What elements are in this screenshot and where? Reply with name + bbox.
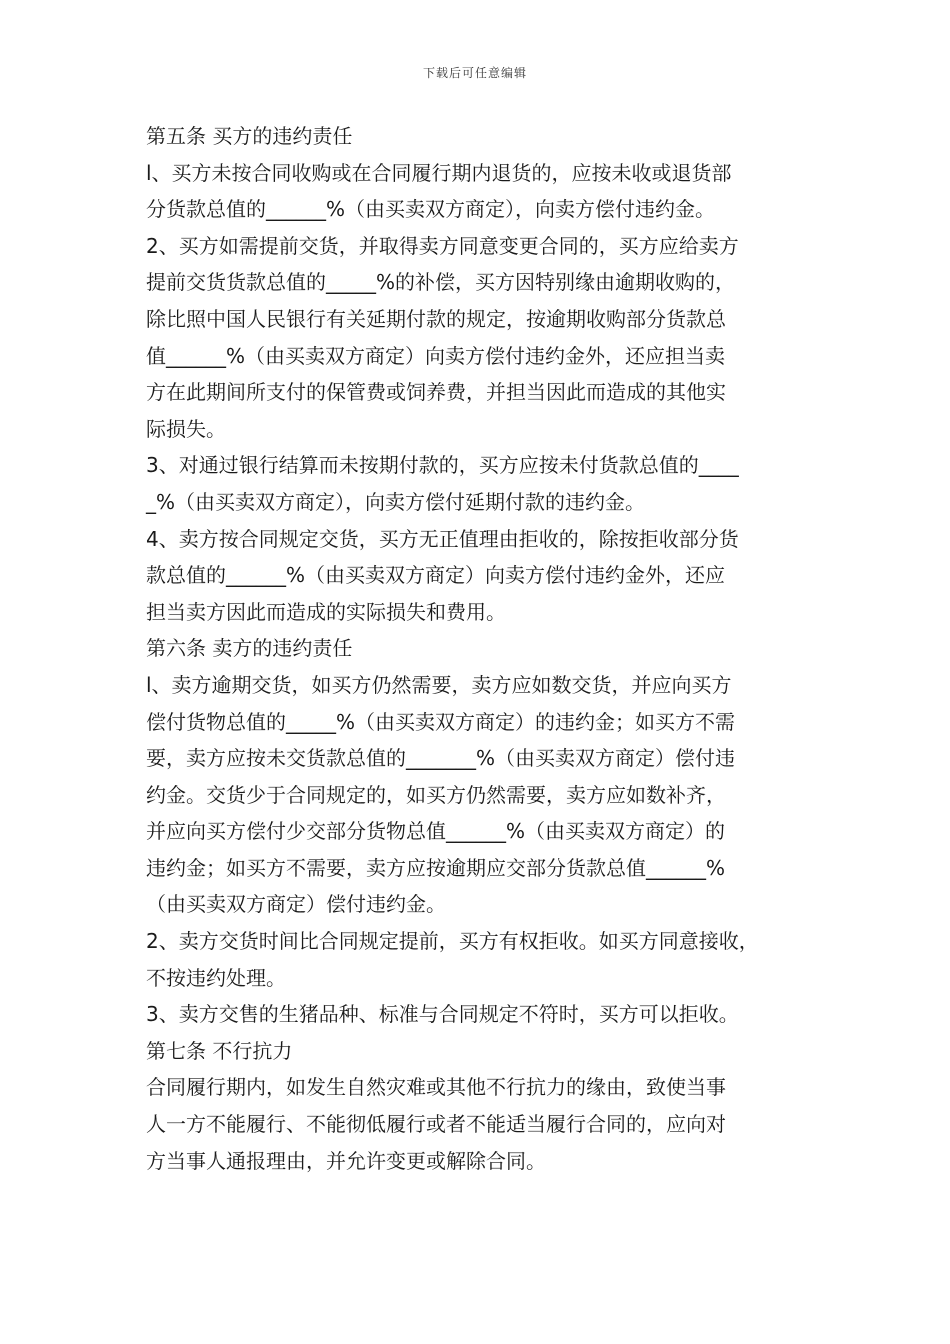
text-line: 提前交货货款总值的_____%的补偿，买方因特别缘由逾期收购的， — [146, 270, 736, 295]
text-line: 要，卖方应按未交货款总值的_______%（由买卖双方商定）偿付违 — [146, 746, 736, 771]
article-6-heading: 第六条 卖方的违约责任 — [146, 636, 353, 661]
text-line: 人一方不能履行、不能彻低履行或者不能适当履行合同的，应向对 — [146, 1112, 726, 1137]
text-line: 款总值的______%（由买卖双方商定）向卖方偿付违约金外，还应 — [146, 563, 726, 588]
text-line: 2、买方如需提前交货，并取得卖方同意变更合同的，买方应给卖方 — [146, 233, 739, 258]
text-line: 分货款总值的______%（由买卖双方商定），向卖方偿付违约金。 — [146, 197, 716, 222]
text-line: 3、卖方交售的生猪品种、标准与合同规定不符时，买方可以拒收。 — [146, 1002, 739, 1027]
text-line: 方当事人通报理由，并允许变更或解除合同。 — [146, 1148, 546, 1173]
text-line: 合同履行期内，如发生自然灾难或其他不行抗力的缘由，致使当事 — [146, 1075, 726, 1100]
text-line: （由买卖双方商定）偿付违约金。 — [146, 892, 446, 917]
text-line: 除比照中国人民银行有关延期付款的规定，按逾期收购部分货款总 — [146, 306, 726, 331]
text-line: 3、对通过银行结算而未按期付款的，买方应按未付货款总值的____ — [146, 453, 739, 478]
article-7-heading: 第七条 不行抗力 — [146, 1038, 293, 1063]
text-line: 值______%（由买卖双方商定）向卖方偿付违约金外，还应担当卖 — [146, 343, 726, 368]
text-line: 际损失。 — [146, 416, 226, 441]
text-line: 2、卖方交货时间比合同规定提前，买方有权拒收。如买方同意接收， — [146, 929, 759, 954]
article-5-heading: 第五条 买方的违约责任 — [146, 124, 353, 148]
text-line: 方在此期间所支付的保管费或饲养费，并担当因此而造成的其他实 — [146, 380, 726, 405]
text-line: 4、卖方按合同规定交货，买方无正值理由拒收的，除按拒收部分货 — [146, 526, 739, 551]
text-line: _%（由买卖双方商定），向卖方偿付延期付款的违约金。 — [146, 489, 646, 514]
text-line: l、买方未按合同收购或在合同履行期内退货的，应按未收或退货部 — [146, 160, 732, 185]
page-header: 下载后可任意编辑 — [422, 66, 527, 80]
text-line: 违约金；如买方不需要，卖方应按逾期应交部分货款总值______% — [146, 855, 726, 880]
text-line: 不按违约处理。 — [146, 965, 286, 990]
text-line: 担当卖方因此而造成的实际损失和费用。 — [146, 599, 506, 624]
text-line: l、卖方逾期交货，如买方仍然需要，卖方应如数交货，并应向买方 — [146, 672, 732, 697]
text-line: 偿付货物总值的_____%（由买卖双方商定）的违约金；如买方不需 — [146, 709, 736, 734]
text-line: 并应向买方偿付少交部分货物总值______%（由买卖双方商定）的 — [146, 819, 726, 844]
document-body — [146, 118, 820, 1179]
text-line: 约金。交货少于合同规定的，如买方仍然需要，卖方应如数补齐， — [146, 782, 726, 807]
